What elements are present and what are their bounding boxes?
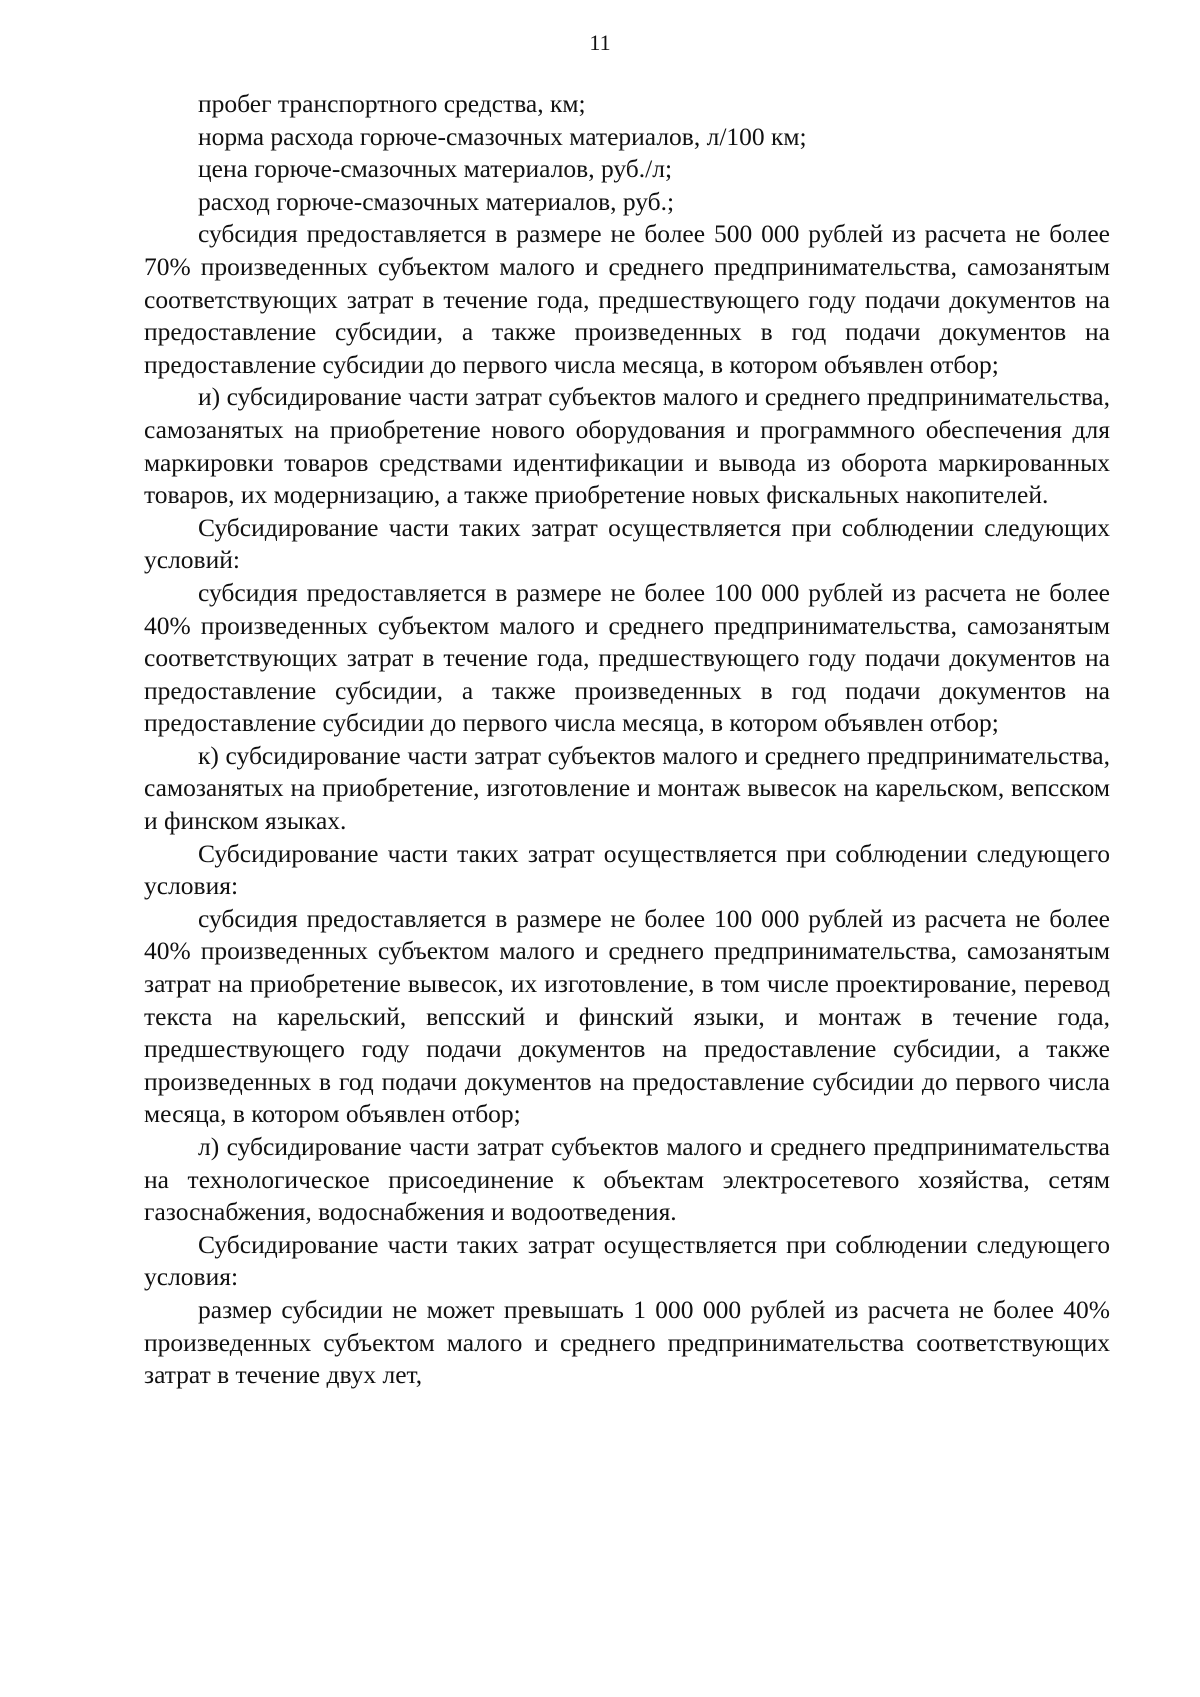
document-body bbox=[144, 88, 1110, 1392]
paragraph: к) субсидирование части затрат субъектов малого и среднего предпринимательства, самозанятых на приобретение, изготовление и монтаж вывесок на карельском, вепсском и финском языках. bbox=[144, 740, 1110, 836]
paragraph: субсидия предоставляется в размере не более 100 000 рублей из расчета не более 40% произведенных субъектом малого и среднего предпринимательства, самозанятым соответствующих затрат в течение года, предшествующего году подачи документов на предоставление субсидии, а также произведенных в год подачи документов на предоставление субсидии до первого числа месяца, в котором объявлен отбор; bbox=[144, 577, 1110, 738]
paragraph: размер субсидии не может превышать 1 000 000 рублей из расчета не более 40% произведенных субъектом малого и среднего предпринимательства соответствующих затрат в течение двух лет, bbox=[144, 1294, 1110, 1390]
page-number: 11 bbox=[589, 30, 611, 55]
paragraph: и) субсидирование части затрат субъектов малого и среднего предпринимательства, самозанятых на приобретение нового оборудования и программного обеспечения для маркировки товаров средствами идентификации и вывода из оборота маркированных товаров, их модернизацию, а также приобретение новых фискальных накопителей. bbox=[144, 382, 1110, 510]
paragraph: пробег транспортного средства, км; bbox=[198, 89, 586, 118]
paragraph: расход горюче-смазочных материалов, руб.; bbox=[198, 186, 675, 216]
paragraph: субсидия предоставляется в размере не более 100 000 рублей из расчета не более 40% произведенных субъектом малого и среднего предпринимательства, самозанятым затрат на приобретение вывесок, их изготовление, в том числе проектирование, перевод текста на карельский, вепсский и финский языки, и монтаж в течение года, предшествующего году подачи документов на предоставление субсидии, а также произведенных в год подачи документов на предоставление субсидии до первого числа месяца, в котором объявлен отбор; bbox=[144, 903, 1110, 1129]
paragraph: цена горюче-смазочных материалов, руб./л; bbox=[198, 154, 673, 184]
paragraph: Субсидирование части таких затрат осуществляется при соблюдении следующих условий: bbox=[144, 512, 1110, 575]
paragraph: субсидия предоставляется в размере не более 500 000 рублей из расчета не более 70% произведенных субъектом малого и среднего предпринимательства, самозанятым соответствующих затрат в течение года, предшествующего году подачи документов на предоставление субсидии, а также произведенных в год подачи документов на предоставление субсидии до первого числа месяца, в котором объявлен отбор; bbox=[144, 219, 1110, 379]
paragraph: л) субсидирование части затрат субъектов малого и среднего предпринимательства на технологическое присоединение к объектам электросетевого хозяйства, сетям газоснабжения, водоснабжения и водоотведения. bbox=[144, 1132, 1110, 1227]
paragraph: Субсидирование части таких затрат осуществляется при соблюдении следующего условия: bbox=[144, 1229, 1110, 1292]
paragraph: Субсидирование части таких затрат осуществляется при соблюдении следующего условия: bbox=[144, 838, 1110, 901]
paragraph: норма расхода горюче-смазочных материалов, л/100 км; bbox=[198, 121, 807, 151]
